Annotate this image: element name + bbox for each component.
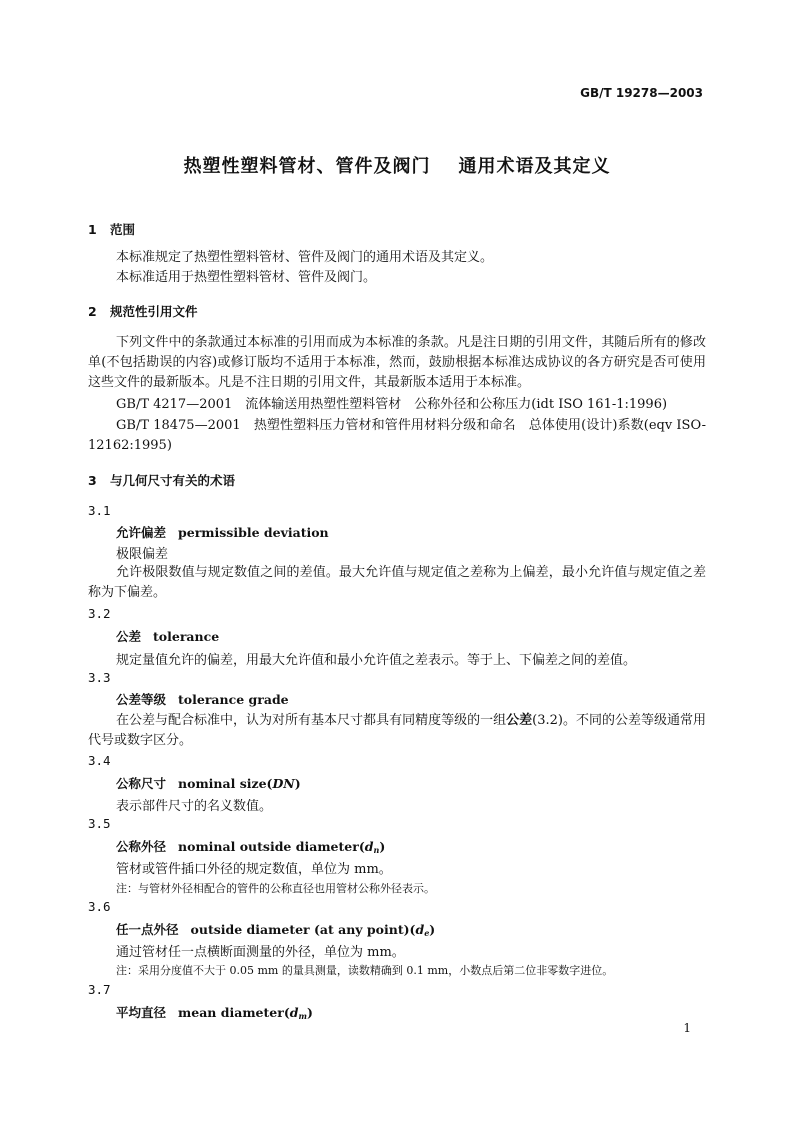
term-3-4: 公称尺寸 nominal size(DN) — [116, 776, 301, 791]
title-part-2: 通用术语及其定义 — [458, 156, 611, 177]
term-3-5-note: 注：与管材外径相配合的管件的公称直径也用管材公称外径表示。 — [116, 882, 435, 895]
term-number-3-2: 3.2 — [88, 606, 111, 621]
section-2-heading: 2 规范性引用文件 — [88, 304, 198, 319]
term-number-3-3: 3.3 — [88, 670, 111, 685]
term-3-1: 允许偏差 permissible deviation — [116, 525, 329, 540]
term-number-3-4: 3.4 — [88, 753, 111, 768]
section-1-para-1: 本标准规定了热塑性塑料管材、管件及阀门的通用术语及其定义。 — [116, 250, 494, 265]
term-3-5-definition: 管材或管件插口外径的规定数值，单位为 mm。 — [116, 862, 392, 877]
term-3-2-definition: 规定量值允许的偏差，用最大允许值和最小允许值之差表示。等于上、下偏差之间的差值。 — [116, 653, 637, 668]
term-3-7: 平均直径 mean $diameter(d_m)$ — [116, 1005, 313, 1021]
reference-1: GB/T 4217—2001 流体输送用热塑性塑料管材 公称外径和公称压力(idt ISO 161-1:1996) — [116, 397, 668, 412]
term-3-4-definition: 表示部件尺寸的名义数值。 — [116, 799, 273, 814]
term-3-2: 公差 tolerance — [116, 629, 220, 644]
page-number: 1 — [683, 1021, 691, 1035]
term-3-3-definition: 在公差与配合标准中，认为对所有基本尺寸都具有同精度等级的一组公差(3.2)。不同的公差等级通常用代号或数字区分。 — [88, 713, 706, 748]
section-2-para-1: 下列文件中的条款通过本标准的引用而成为本标准的条款。凡是注日期的引用文件，其随后所有的修改单(不包括勘误的内容)或修订版均不适用于本标准，然而，鼓励根据本标准达成协议的各方研究是否可使用这些文件的最新版本。凡是不注日期的引用文件，其最新版本适用于本标准。 — [88, 335, 706, 390]
term-3-3: 公差等级 tolerance grade — [116, 692, 289, 707]
reference-2: GB/T 18475—2001 热塑性塑料压力管材和管件用材料分级和命名 总体使用(设计)系数(eqv ISO-12162:1995) — [88, 418, 706, 453]
document-title — [0, 152, 794, 178]
standard-number: GB/T 19278—2003 — [580, 86, 703, 100]
section-3-heading: 3 与几何尺寸有关的术语 — [88, 473, 236, 488]
term-3-6: 任一点外径 outside diameter (at any $point)(d_e)$ — [116, 922, 436, 938]
term-3-5: 公称外径 nominal outside $diameter(d_n)$ — [116, 839, 386, 855]
term-number-3-7: 3.7 — [88, 982, 111, 997]
term-3-1-alt: 极限偏差 — [116, 547, 169, 562]
term-3-6-note: 注：采用分度值不大于 0.05 mm 的量具测量，读数精确到 0.1 mm，小数点后第二位非零数字进位。 — [116, 964, 614, 977]
term-number-3-1: 3.1 — [88, 503, 111, 518]
section-1-para-2: 本标准适用于热塑性塑料管材、管件及阀门。 — [116, 270, 377, 285]
cross-ref-tolerance: 公差 — [506, 713, 533, 728]
term-number-3-5: 3.5 — [88, 816, 111, 831]
term-3-6-definition: 通过管材任一点横断面测量的外径，单位为 mm。 — [116, 945, 405, 960]
term-3-1-definition: 允许极限数值与规定数值之间的差值。最大允许值与规定值之差称为上偏差，最小允许值与规定值之差称为下偏差。 — [88, 565, 706, 600]
term-number-3-6: 3.6 — [88, 899, 111, 914]
title-part-1: 热塑性塑料管材、管件及阀门 — [183, 156, 431, 177]
section-1-heading: 1 范围 — [88, 222, 136, 237]
